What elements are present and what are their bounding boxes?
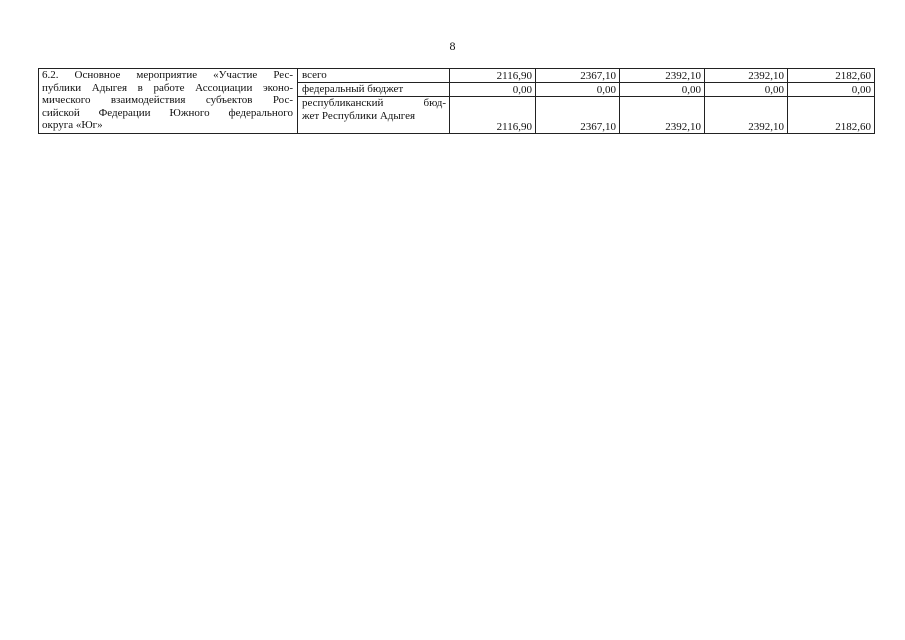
value-cell: 2392,10 xyxy=(705,97,788,134)
page-number: 8 xyxy=(449,39,456,53)
activity-line: округа «Юг» xyxy=(42,119,103,131)
value-cell: 0,00 xyxy=(788,83,875,97)
funding-source-cell xyxy=(298,69,450,83)
table-row xyxy=(39,69,875,83)
activity-line: 6.2. Основное мероприятие «Участие Рес- xyxy=(42,69,293,81)
funding-source-label: всего xyxy=(302,69,327,81)
funding-source-label: федеральный бюджет xyxy=(302,83,404,95)
funding-source-label: республиканский бюд- xyxy=(302,97,446,109)
value-cell: 0,00 xyxy=(620,83,705,97)
value-cell: 2392,10 xyxy=(620,69,705,83)
funding-source-cell xyxy=(298,83,450,97)
value-cell: 2116,90 xyxy=(450,69,536,83)
value-cell: 0,00 xyxy=(705,83,788,97)
budget-table xyxy=(38,68,875,134)
funding-source-cell xyxy=(298,97,450,134)
activity-line: мического взаимодействия субъектов Рос- xyxy=(42,94,293,106)
value-cell: 0,00 xyxy=(450,83,536,97)
activity-description-cell xyxy=(39,69,298,134)
funding-source-label: жет Республики Адыгея xyxy=(302,109,416,122)
value-cell: 2392,10 xyxy=(705,69,788,83)
value-cell: 2392,10 xyxy=(620,97,705,134)
value-cell: 0,00 xyxy=(536,83,620,97)
value-cell: 2367,10 xyxy=(536,69,620,83)
value-cell: 2367,10 xyxy=(536,97,620,134)
value-cell: 2182,60 xyxy=(788,69,875,83)
activity-line: сийской Федерации Южного федерального xyxy=(42,106,293,119)
activity-line: публики Адыгея в работе Ассоциации эконо- xyxy=(42,81,293,94)
value-cell: 2116,90 xyxy=(450,97,536,134)
value-cell: 2182,60 xyxy=(788,97,875,134)
